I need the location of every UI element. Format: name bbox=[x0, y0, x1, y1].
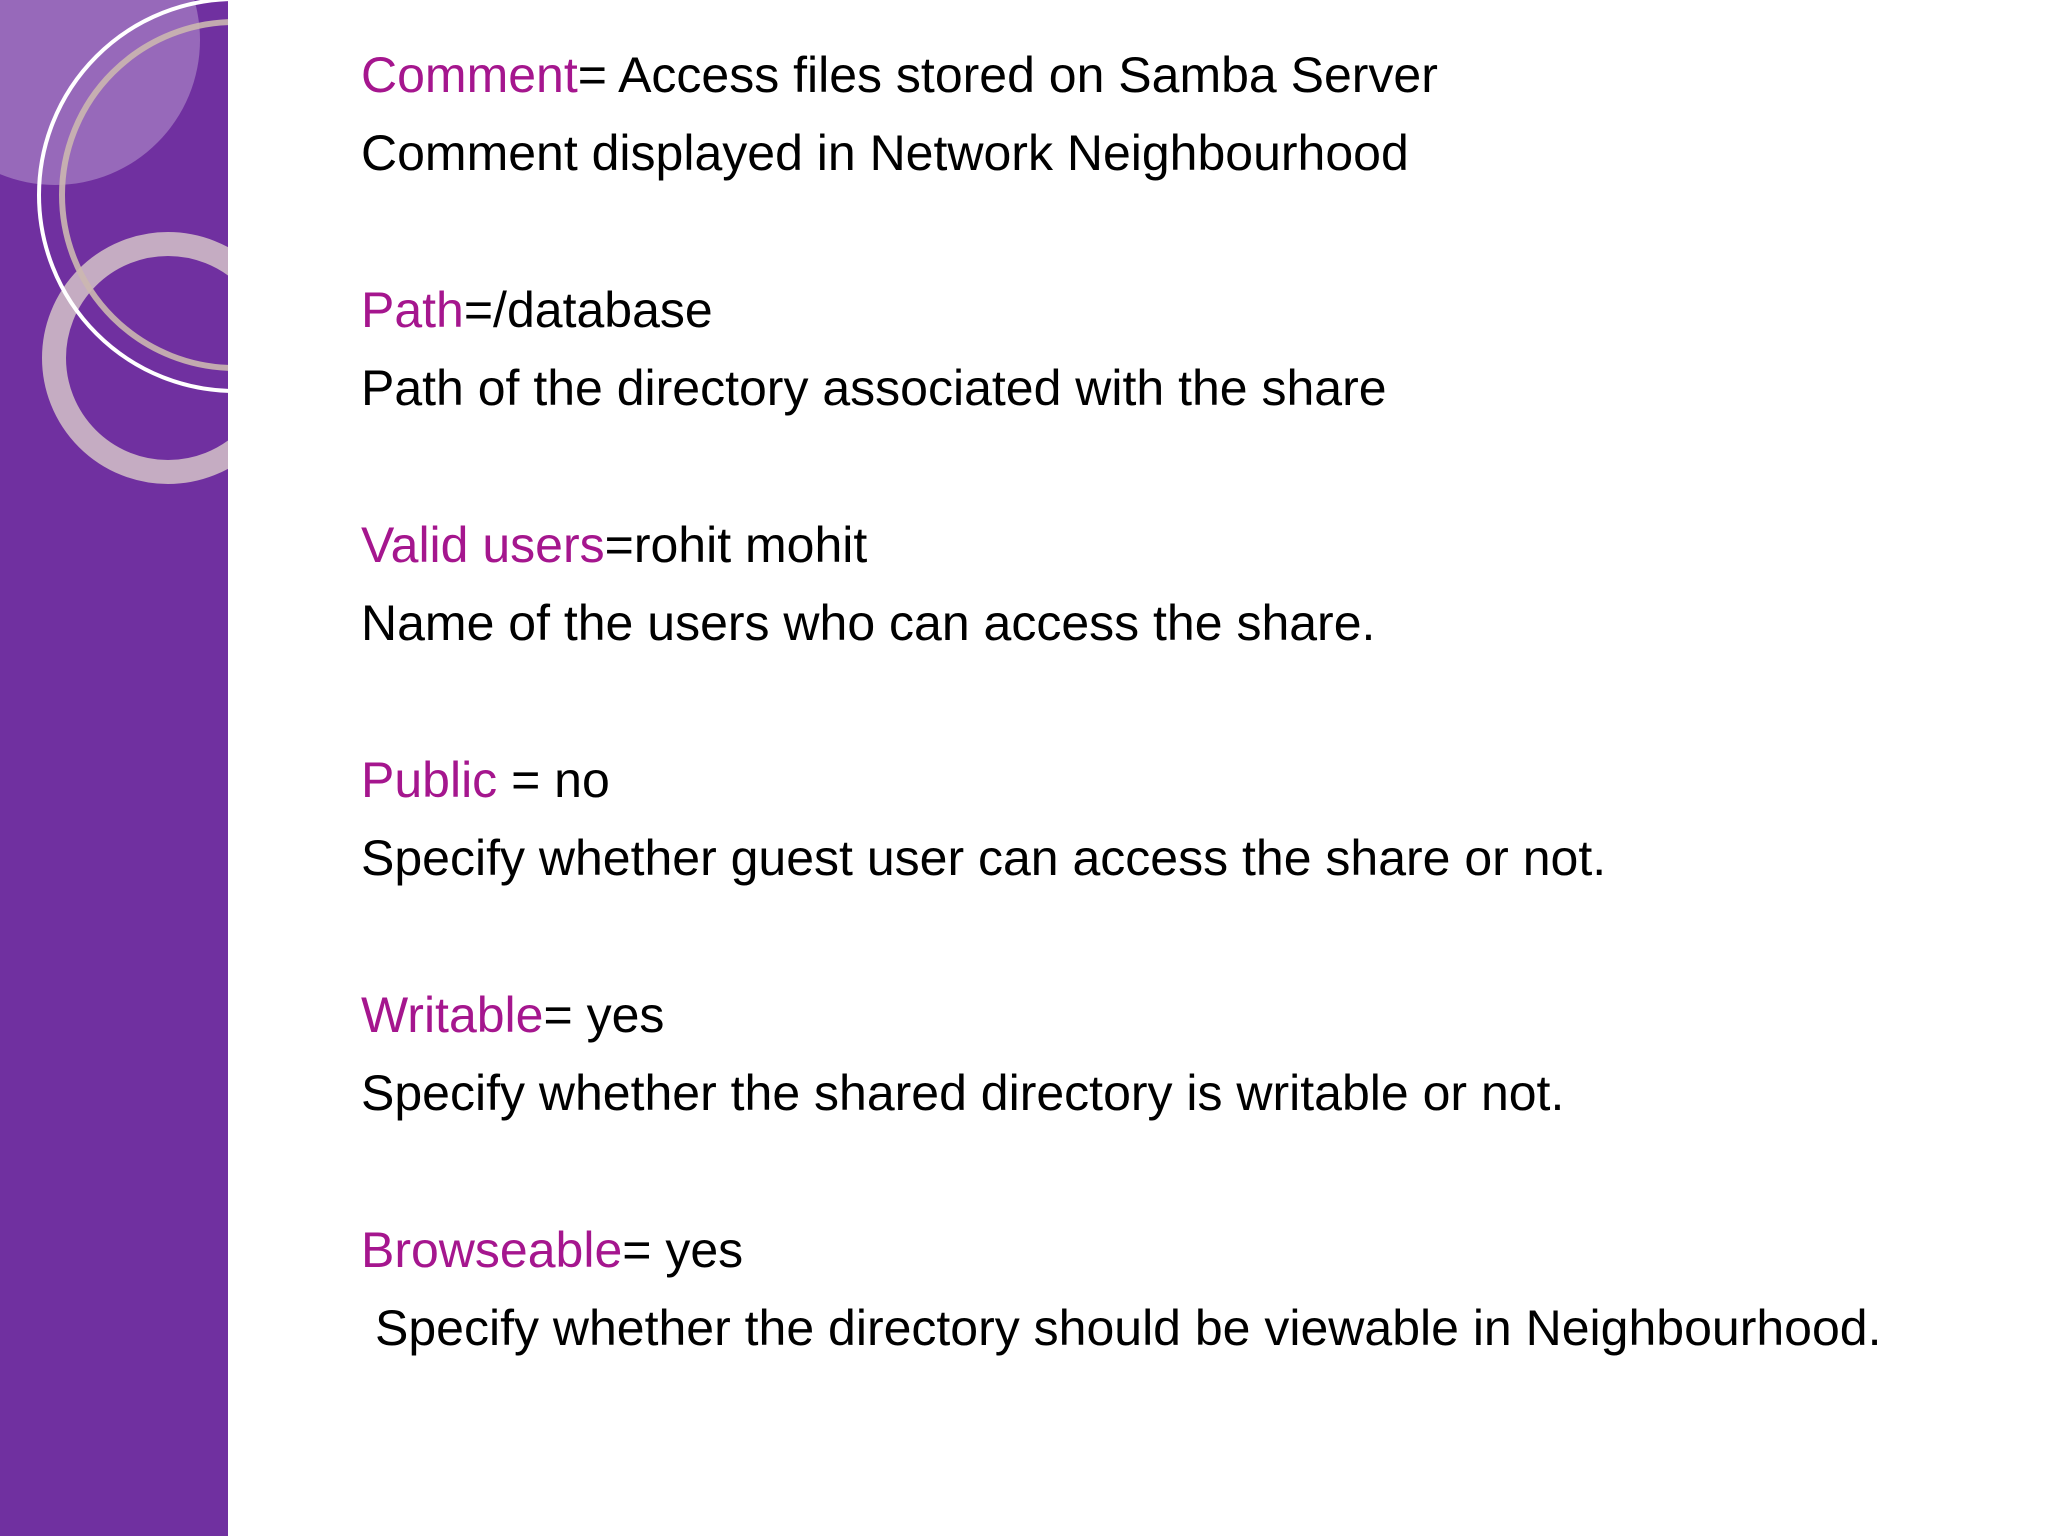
parameter-key: Comment bbox=[361, 47, 578, 103]
parameter-line bbox=[361, 506, 2021, 584]
parameter-line bbox=[361, 36, 2021, 114]
parameter-key: Path bbox=[361, 282, 464, 338]
parameter-key: Browseable bbox=[361, 1222, 623, 1278]
entry-public bbox=[361, 741, 2021, 897]
parameter-description: Name of the users who can access the share. bbox=[361, 595, 1376, 651]
parameter-value: = Access files stored on Samba Server bbox=[577, 47, 1438, 103]
parameter-key: Public bbox=[361, 752, 498, 808]
circle-decoration-icon bbox=[0, 0, 228, 520]
parameter-key: Valid users bbox=[361, 517, 605, 573]
parameter-description: Specify whether the shared directory is writable or not. bbox=[361, 1065, 1565, 1121]
sidebar-decoration bbox=[0, 0, 228, 1536]
parameter-line bbox=[361, 271, 2021, 349]
parameter-value: = yes bbox=[622, 1222, 744, 1278]
parameter-line bbox=[361, 741, 2021, 819]
entry-path bbox=[361, 271, 2021, 427]
parameter-value: = yes bbox=[543, 987, 665, 1043]
slide-content bbox=[361, 0, 2021, 1536]
parameter-value: =rohit mohit bbox=[604, 517, 868, 573]
entry-browseable bbox=[361, 1211, 2021, 1367]
parameter-line bbox=[361, 976, 2021, 1054]
parameter-description: Specify whether the directory should be viewable in Neighbourhood. bbox=[375, 1300, 1882, 1356]
parameter-line bbox=[361, 1211, 2021, 1289]
parameter-key: Writable bbox=[361, 987, 544, 1043]
parameter-value: = no bbox=[497, 752, 610, 808]
parameter-value: =/database bbox=[463, 282, 713, 338]
entry-writable bbox=[361, 976, 2021, 1132]
parameter-description: Specify whether guest user can access the share or not. bbox=[361, 830, 1607, 886]
parameter-description: Comment displayed in Network Neighbourhood bbox=[361, 125, 1409, 181]
entry-valid-users bbox=[361, 506, 2021, 662]
entry-comment bbox=[361, 36, 2021, 192]
parameter-description: Path of the directory associated with the share bbox=[361, 360, 1387, 416]
